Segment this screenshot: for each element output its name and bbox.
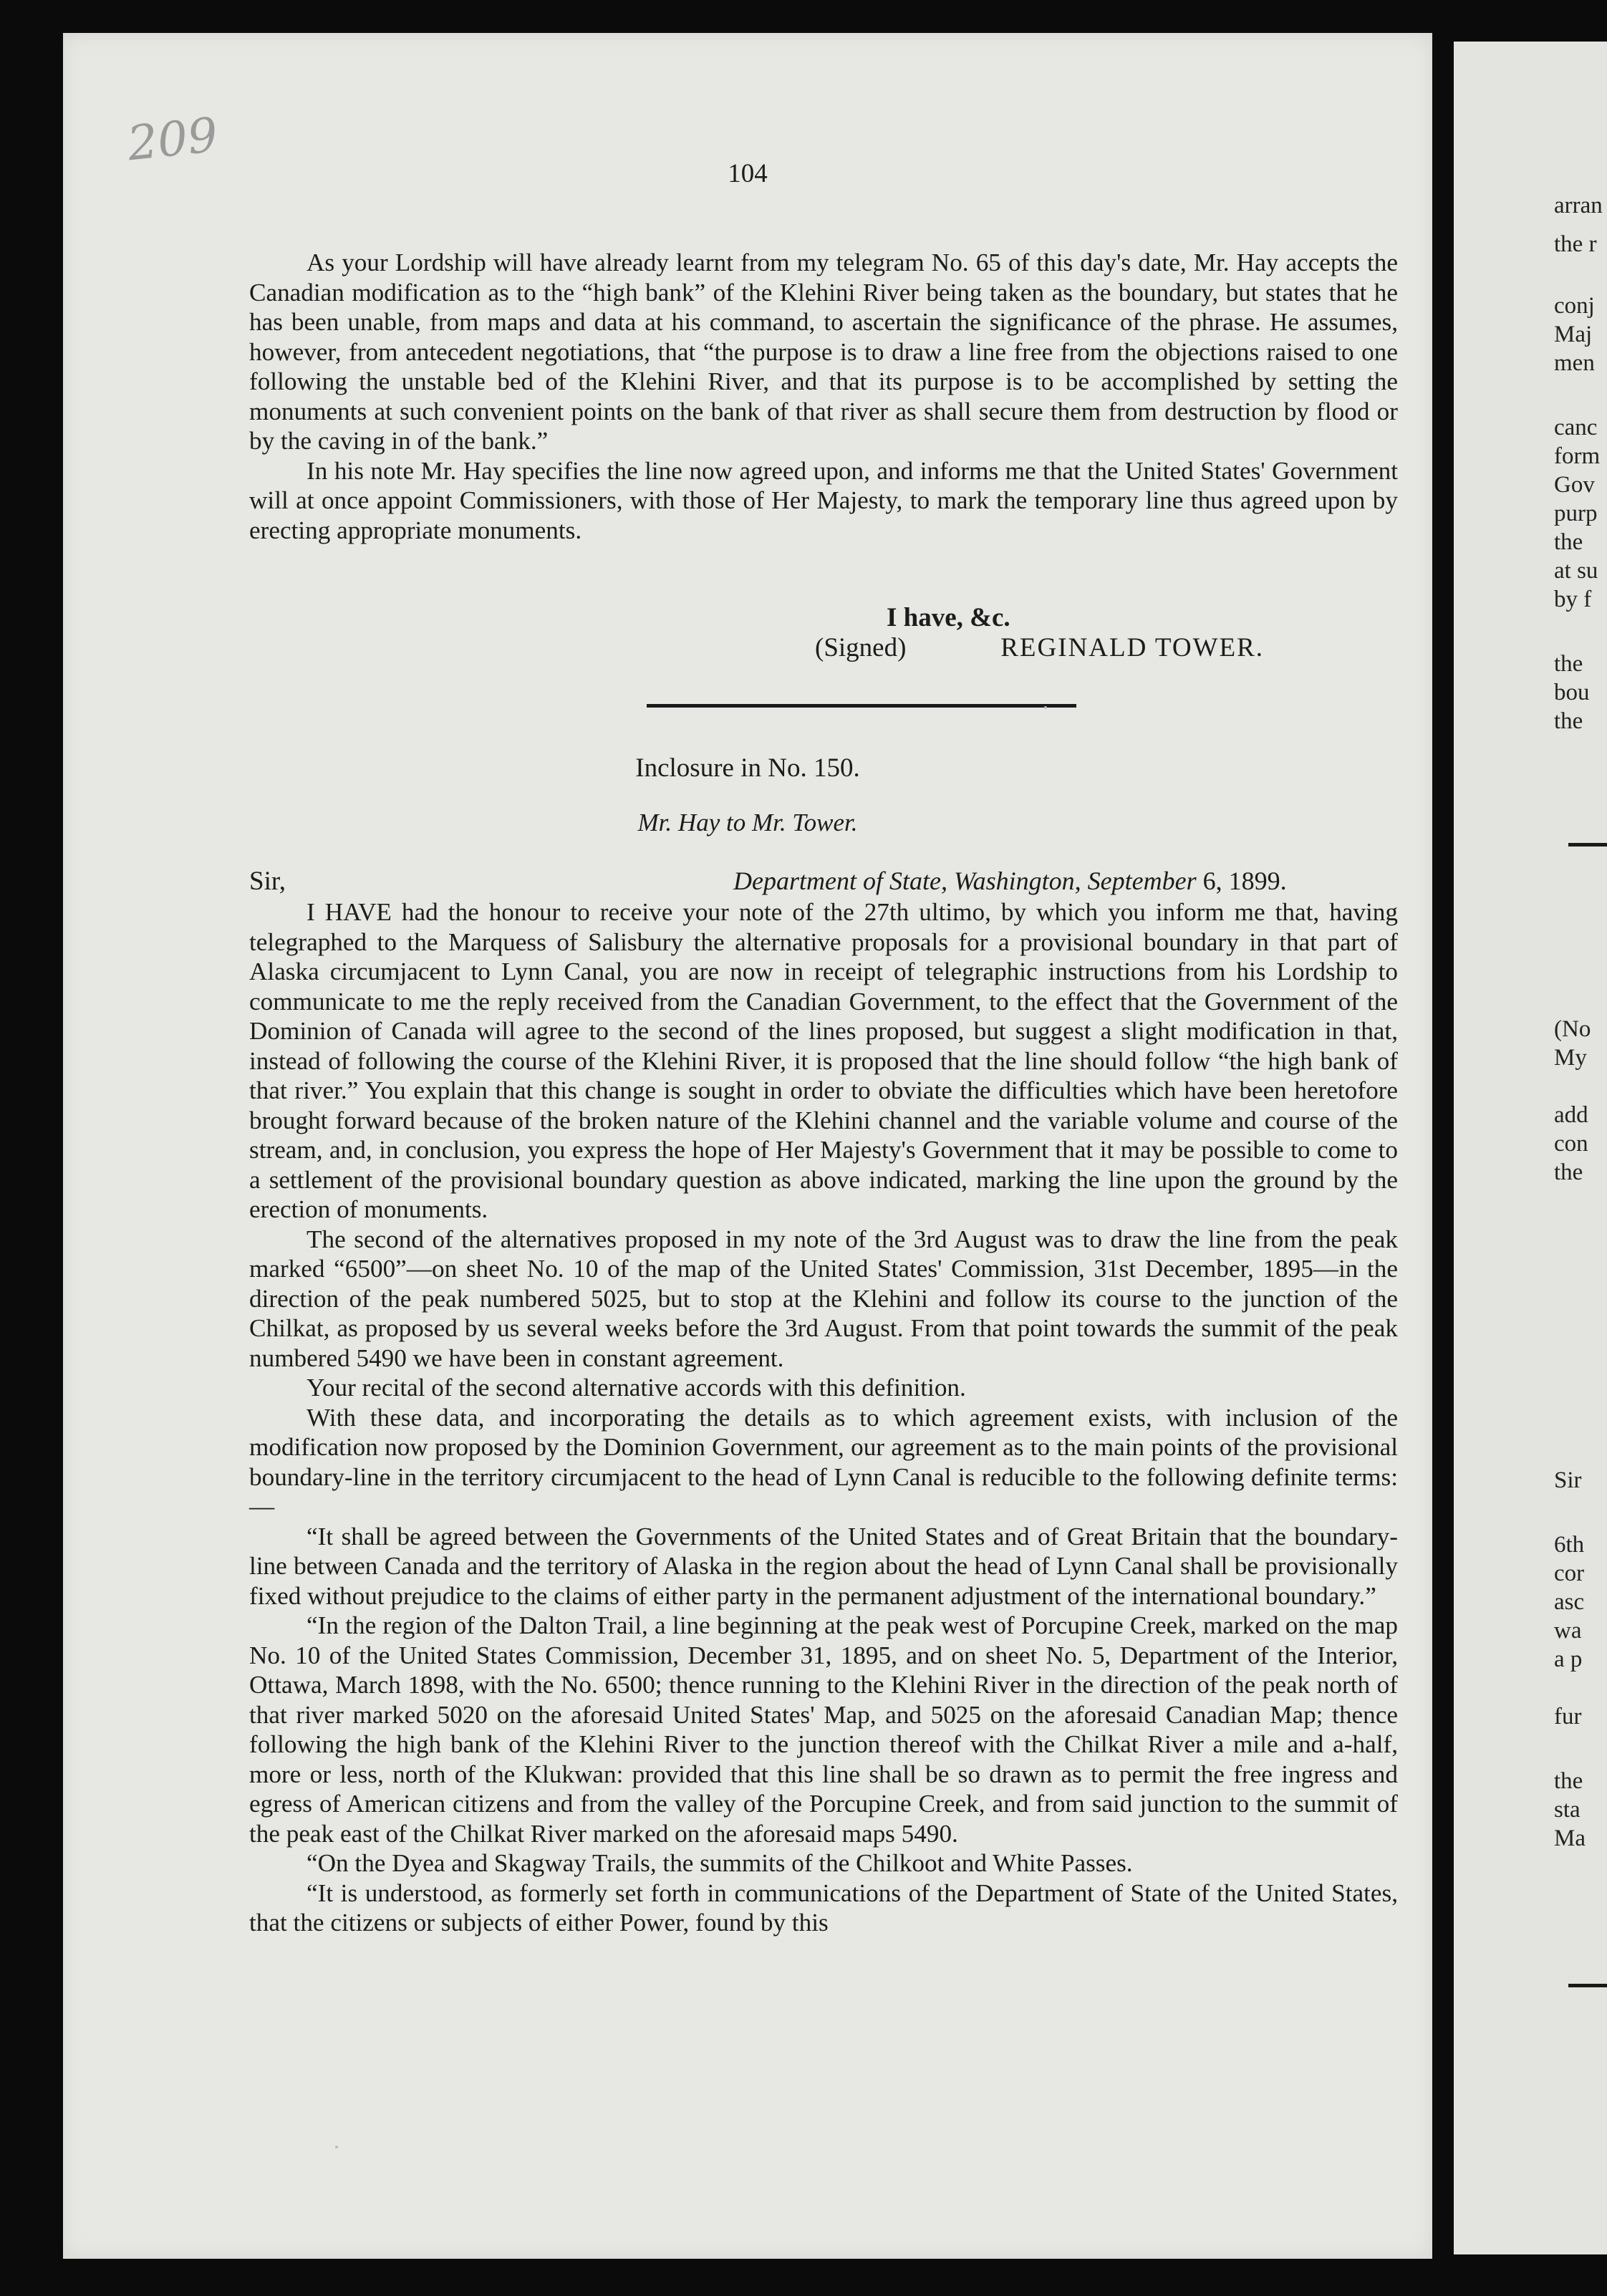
letter-body	[249, 248, 1398, 545]
scan-speck	[335, 2146, 338, 2148]
letter-closing: I have, &c.	[887, 603, 1010, 632]
edge-fragment: the	[1554, 529, 1583, 555]
edge-fragment: con	[1554, 1131, 1588, 1157]
inclosure-paragraph: “On the Dyea and Skagway Trails, the summits of the Chilkoot and White Passes.	[307, 1849, 1133, 1877]
inclosure-paragraph: I HAVE had the honour to receive your note of the 27th ultimo, by which you inform me that, having telegraphed to the Marquess of Salisbury the alternative proposals for a provisional boundary in that part of Alaska circumjacent to Lynn Canal, you are now in receipt of telegraphic instructions from his Lordship to communicate to me the reply received from the Canadian Government, to the effect that the Government of the Dominion of Canada will agree to the second of the lines proposed, but suggest a slight modification in that, instead of following the course of the Klehini River, it is proposed that the line should follow “the high bank of that river.” You explain that this change is sought in order to obviate the difficulties which have been heretofore brought forward because of the broken nature of the Klehini channel and the variable volume and course of the stream, and, in conclusion, you express the hope of Her Majesty's Government that it may be possible to come to a settlement of the provisional boundary question as above indicated, marking the line upon the ground by the erection of monuments.	[249, 898, 1398, 1223]
edge-fragment: the r	[1554, 231, 1597, 257]
edge-fragment: the	[1554, 1768, 1583, 1794]
inclosure-paragraph: The second of the alternatives proposed in my note of the 3rd August was to draw the line from the peak marked “6500”—on sheet No. 10 of the map of the United States' Commission, 31st December, 1895—in the direction of the peak numbered 5025, but to stop at the Klehini and follow its course to the junction of the Chilkat, as proposed by us several weeks before the 3rd August. From that point towards the summit of the peak numbered 5490 we have been in constant agreement.	[249, 1225, 1398, 1372]
inclosure-paragraph: Your recital of the second alternative accords with this definition.	[307, 1374, 966, 1402]
inclosure-paragraph: “It is understood, as formerly set forth in communications of the Department of State of the United States, that the citizens or subjects of either Power, found by this	[249, 1878, 1398, 1936]
edge-fragment: fur	[1554, 1704, 1582, 1730]
edge-fragment: arran	[1554, 193, 1603, 218]
pencil-annotation: 209	[125, 107, 221, 172]
edge-fragment: add	[1554, 1102, 1588, 1128]
inclosure-body	[249, 897, 1398, 1938]
edge-fragment: My	[1554, 1045, 1587, 1071]
edge-fragment: cor	[1554, 1561, 1585, 1586]
edge-fragment: the	[1554, 1159, 1583, 1185]
page-number: 104	[728, 159, 768, 188]
inclosure-paragraph: “It shall be agreed between the Governments of the United States and of Great Britain that the boundary-line between Canada and the territory of Alaska in the region about the head of Lynn Canal shall be provisionally fixed without prejudice to the claims of either party in the permanent adjustment of the international boundary.”	[249, 1522, 1398, 1610]
inclosure-paragraph: “In the region of the Dalton Trail, a line beginning at the peak west of Porcupine Creek, marked on the map No. 10 of the United States Commission, December 31, 1895, and on sheet No. 5, Department of the Interior, Ottawa, March 1898, with the No. 6500; thence running to the Klehini River in the direction of the peak north of that river marked 5020 on the aforesaid United States' Map, and 5025 on the aforesaid Canadian Map; thence following the high bank of the Klehini River to the junction thereof with the Chilkat River a mile and a-half, more or less, north of the Klukwan: provided that this line shall be so drawn as to permit the free ingress and egress of American citizens and from the valley of the Porcupine Creek, and from said junction to the summit of the peak east of the Chilkat River marked on the aforesaid maps 5490.	[249, 1611, 1398, 1848]
signer-name: REGINALD TOWER.	[1000, 633, 1265, 662]
edge-fragment: (No	[1554, 1016, 1591, 1042]
edge-fragment: a p	[1554, 1646, 1583, 1672]
section-divider	[647, 704, 1076, 708]
dateline-date: 6, 1899.	[1202, 867, 1287, 895]
signature-line	[815, 632, 1264, 663]
edge-fragment: Gov	[1554, 472, 1595, 498]
signed-label: (Signed)	[815, 633, 907, 662]
edge-fragment: sta	[1554, 1797, 1581, 1823]
scan-speck	[1044, 706, 1047, 709]
document-page	[63, 33, 1432, 2259]
dateline	[733, 866, 1287, 896]
edge-fragment: asc	[1554, 1589, 1585, 1615]
salutation: Sir,	[249, 867, 286, 896]
edge-divider	[1568, 1984, 1607, 1987]
edge-fragment: 6th	[1554, 1532, 1585, 1558]
edge-fragment: conj	[1554, 293, 1595, 319]
edge-divider	[1568, 843, 1607, 846]
inclosure-paragraph: With these data, and incorporating the details as to which agreement exists, with inclusion of the modification now proposed by the Dominion Government, our agreement as to the main points of the provisional boundary-line in the territory circumjacent to the head of Lynn Canal is reducible to the following definite terms:—	[249, 1403, 1398, 1520]
letter-paragraph: As your Lordship will have already learnt from my telegram No. 65 of this day's date, Mr. Hay accepts the Canadian modification as to the “high bank” of the Klehini River being taken as the boundary, but states that he has been unable, from maps and data at his command, to ascertain the significance of the phrase. He assumes, however, from antecedent negotiations, that “the purpose is to draw a line free from the objections raised to one following the unstable bed of the Klehini River, and that its purpose is to be accomplished by setting the monuments at such convenient points on the bank of that river as shall secure them from destruction by flood or by the caving in of the bank.”	[249, 249, 1398, 455]
edge-fragment: at su	[1554, 558, 1598, 584]
edge-fragment: bou	[1554, 680, 1590, 705]
dateline-place: Department of State, Washington, September	[733, 867, 1197, 895]
edge-fragment: Maj	[1554, 322, 1593, 347]
edge-fragment: form	[1554, 443, 1601, 469]
edge-fragment: the	[1554, 651, 1583, 677]
edge-fragment: by f	[1554, 587, 1592, 612]
edge-fragment: Sir	[1554, 1467, 1582, 1493]
edge-fragment: Ma	[1554, 1825, 1586, 1851]
edge-fragment: canc	[1554, 415, 1598, 440]
inclosure-title: Inclosure in No. 150.	[635, 753, 860, 783]
edge-fragment: men	[1554, 350, 1595, 376]
inclosure-subtitle: Mr. Hay to Mr. Tower.	[637, 809, 858, 836]
edge-fragment: purp	[1554, 501, 1598, 526]
letter-paragraph: In his note Mr. Hay specifies the line now agreed upon, and informs me that the United States' Government will at once appoint Commissioners, with those of Her Majesty, to mark the temporary line thus agreed upon by erecting appropriate monuments.	[249, 456, 1398, 544]
edge-fragment: wa	[1554, 1618, 1582, 1644]
edge-fragment: the	[1554, 708, 1583, 734]
